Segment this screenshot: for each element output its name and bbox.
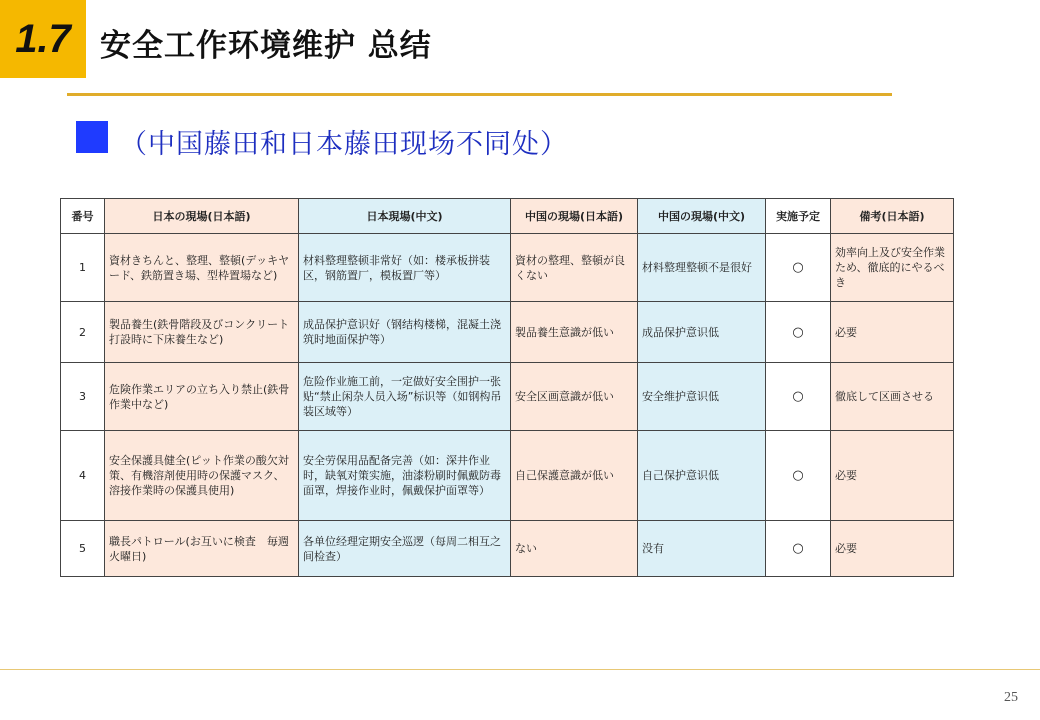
cn-site-zh-cell: 材料整理整顿不是很好 [638,234,766,302]
jp-site-ja-cell: 製品養生(鉄骨階段及びコンクリート打設時に下床養生など) [105,302,299,363]
row-number: 5 [61,521,105,577]
jp-site-zh-cell: 各单位经理定期安全巡逻（每周二相互之间检查） [299,521,511,577]
note-cell: 必要 [831,521,954,577]
column-header-note: 備考(日本語) [831,199,954,234]
table-row [61,521,954,577]
comparison-table [60,198,954,577]
note-cell: 効率向上及び安全作業ため、徹底的にやるべき [831,234,954,302]
jp-site-zh-cell: 安全劳保用品配备完善（如：深井作业时，缺氧对策实施，油漆粉刷时佩戴防毒面罩，焊接作业时，佩戴保护面罩等） [299,431,511,521]
cn-site-zh-cell: 成品保护意识低 [638,302,766,363]
section-number-badge [0,0,86,78]
table-row [61,431,954,521]
note-cell: 必要 [831,431,954,521]
jp-site-zh-cell: 危险作业施工前，一定做好安全围护一张贴“禁止闲杂人员入场”标识等（如钢构吊装区域等） [299,363,511,431]
column-header-cn-site-ja: 中国の現場(日本語) [511,199,638,234]
jp-site-ja-cell: 安全保護具健全(ピット作業の酸欠対策、有機溶剤使用時の保護マスク、溶接作業時の保護具使用) [105,431,299,521]
column-header-jp-site-zh: 日本現場(中文) [299,199,511,234]
comparison-table-container [60,198,953,576]
cn-site-ja-cell: 自己保護意識が低い [511,431,638,521]
cn-site-ja-cell: ない [511,521,638,577]
jp-site-zh-cell: 成品保护意识好（钢结构楼梯，混凝土浇筑时地面保护等） [299,302,511,363]
section-number: 1.7 [15,16,71,61]
row-number: 3 [61,363,105,431]
row-number: 1 [61,234,105,302]
jp-site-zh-cell: 材料整理整顿非常好（如：楼承板拼装区，钢筋置厂，模板置厂等） [299,234,511,302]
plan-mark: ○ [766,431,831,521]
page-number: 25 [1004,690,1018,705]
column-header-jp-site-ja: 日本の現場(日本語) [105,199,299,234]
cn-site-zh-cell: 安全维护意识低 [638,363,766,431]
note-cell: 必要 [831,302,954,363]
column-header-plan: 実施予定 [766,199,831,234]
column-header-cn-site-zh: 中国の現場(中文) [638,199,766,234]
column-header-number: 番号 [61,199,105,234]
cn-site-ja-cell: 資材の整理、整頓が良くない [511,234,638,302]
jp-site-ja-cell: 資材きちんと、整理、整頓(デッキヤード、鉄筋置き場、型枠置場など) [105,234,299,302]
row-number: 4 [61,431,105,521]
jp-site-ja-cell: 職長パトロール(お互いに検査 毎週火曜日) [105,521,299,577]
page-title: 安全工作环境维护 总结 [100,28,432,64]
note-cell: 徹底して区画させる [831,363,954,431]
plan-mark: ○ [766,234,831,302]
cn-site-ja-cell: 製品養生意識が低い [511,302,638,363]
blue-square-bullet-icon [76,121,108,153]
table-header-row [61,199,954,234]
table-row [61,302,954,363]
plan-mark: ○ [766,521,831,577]
row-number: 2 [61,302,105,363]
page-subtitle: （中国藤田和日本藤田现场不同处） [120,129,568,160]
cn-site-ja-cell: 安全区画意識が低い [511,363,638,431]
cn-site-zh-cell: 自己保护意识低 [638,431,766,521]
table-row [61,234,954,302]
table-row [61,363,954,431]
jp-site-ja-cell: 危険作業エリアの立ち入り禁止(鉄骨作業中など) [105,363,299,431]
footer-divider [0,669,1040,670]
plan-mark: ○ [766,363,831,431]
cn-site-zh-cell: 没有 [638,521,766,577]
title-underline [67,93,892,96]
plan-mark: ○ [766,302,831,363]
